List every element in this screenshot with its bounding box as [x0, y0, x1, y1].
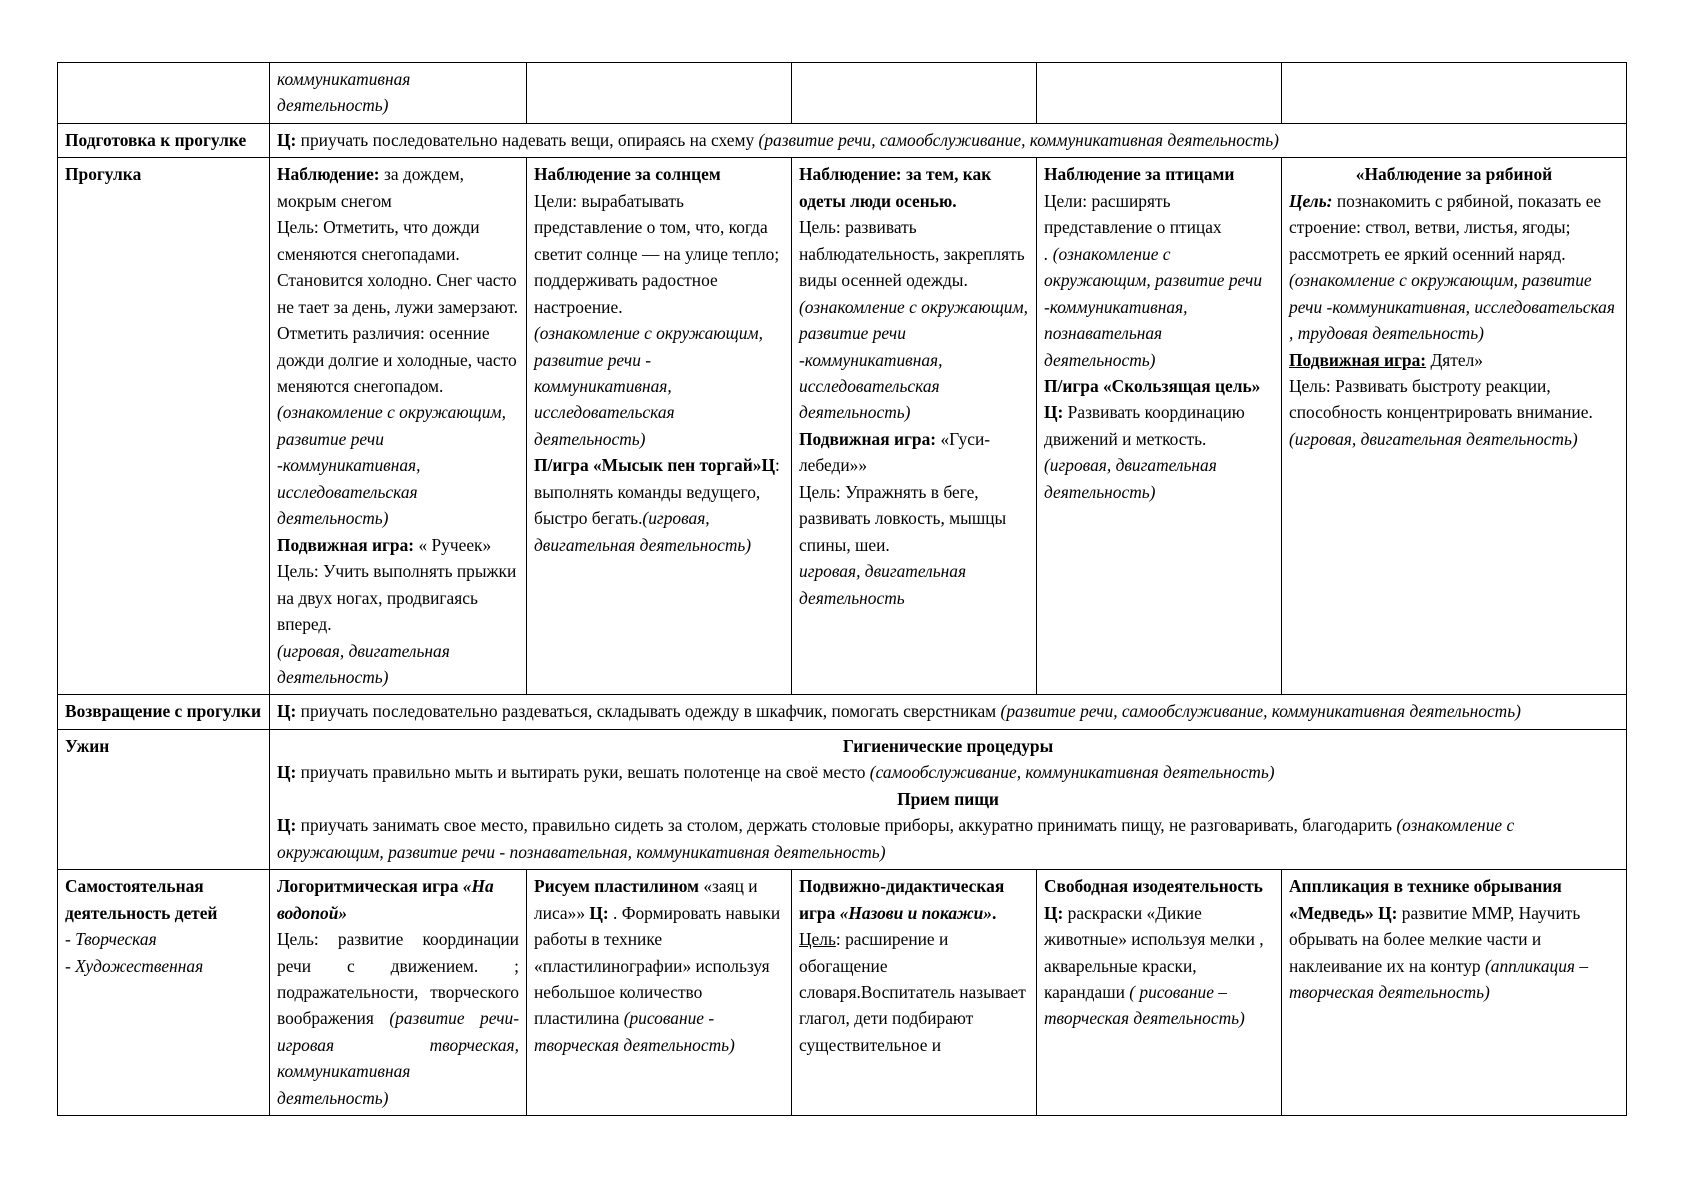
cell-continuation-1	[270, 63, 527, 124]
text-run: приучать занимать свое место, правильно сидеть за столом, держать столовые приборы, аккуратно принимать пищу, не разговаривать, благодарить	[296, 815, 1397, 836]
cell-samost-3	[792, 870, 1037, 1116]
text-run-bold: Подвижная игра:	[799, 428, 937, 449]
text-line: (игровая, двигательная деятельность)	[1044, 455, 1217, 502]
table-row-vozvrashchenie	[58, 695, 1627, 729]
text-line	[1044, 399, 1274, 452]
text-run-italic: (ознакомление с окружающим, развитие речи - познавательная, коммуникативная деятельность)	[277, 815, 1515, 862]
text-line: Свободная изодеятельность	[1044, 876, 1263, 897]
text-line	[277, 127, 1619, 153]
text-line: Цель: Развивать быстроту реакции, способность концентрировать внимание.	[1289, 375, 1593, 423]
text-run: . Формировать навыки работы в технике «пластилинографии» используя небольшое количество пластилина	[534, 902, 781, 1029]
text-line: «Наблюдение за рябиной	[1355, 164, 1553, 185]
table-row-samostoyatelnaya	[58, 870, 1627, 1116]
cell-progulka-5	[1282, 158, 1627, 695]
text-run: «заяц и лиса»»	[534, 876, 758, 923]
cell-continuation-4	[1037, 63, 1282, 124]
text-run: приучать последовательно надевать вещи, опираясь на схему	[296, 129, 759, 150]
text-line: (игровая, двигательная деятельность)	[277, 640, 450, 687]
text-run-bold-italic: «Назови и покажи»	[839, 902, 992, 923]
cell-podgotovka-merged	[270, 123, 1627, 157]
text-line: игровая, двигательная деятельность	[799, 561, 967, 608]
text-line	[534, 452, 784, 558]
text-run-bold: Аппликация в технике обрывания «Медведь» Ц:	[1289, 876, 1562, 923]
cell-continuation-5	[1282, 63, 1627, 124]
text-run: познакомить с рябиной, показать ее строение: ствол, ветви, листья, ягоды; рассмотреть ее яркий осенний наряд.	[1289, 190, 1602, 264]
text-run: Развивать координацию движений и меткость.	[1044, 402, 1245, 449]
text-run-italic: (развитие речи- игровая творческая, коммуникативная деятельность)	[277, 1008, 519, 1108]
text-line	[1289, 347, 1619, 373]
cell-progulka-4	[1037, 158, 1282, 695]
subheading-meal: Прием пищи	[897, 788, 999, 809]
text-line	[1044, 900, 1274, 1032]
row-header-podgotovka: Подготовка к прогулке	[58, 123, 270, 157]
text-line: (игровая, двигательная деятельность)	[1289, 428, 1578, 449]
row-header-sub-creative: - Творческая	[65, 929, 157, 950]
text-line: Цель: Учить выполнять прыжки на двух ногах, продвигаясь вперед.	[277, 561, 517, 635]
text-run-bold: Подвижная игра:	[277, 534, 415, 555]
text-line: коммуникативная	[277, 69, 411, 89]
text-line: Наблюдение за птицами	[1044, 164, 1235, 185]
cell-samost-1	[270, 870, 527, 1116]
text-run-italic: (самообслуживание, коммуникативная деятельность)	[869, 762, 1275, 783]
text-line: Цель: развивать наблюдательность, закреплять виды осенней одежды.	[799, 217, 1025, 291]
text-line	[277, 926, 519, 1111]
text-line	[277, 812, 1619, 865]
text-line: Цели: вырабатывать представление о том, что, когда светит солнце — на улице тепло; поддерживать радостное настроение.	[534, 190, 780, 317]
text-run-bold-italic: Цель:	[1289, 190, 1333, 211]
label-tsel: Ц:	[277, 129, 297, 150]
text-line	[277, 532, 519, 558]
text-run: раскраски «Дикие животные» используя мелки , акварельные краски, карандаши	[1044, 902, 1264, 1002]
cell-progulka-3	[792, 158, 1037, 695]
text-run: Дятел»	[1426, 349, 1483, 370]
label-tsel-underline: Цель	[799, 929, 836, 950]
text-line	[799, 926, 1029, 1058]
text-run-bold: Рисуем пластилином	[534, 876, 699, 897]
text-run-italic: (аппликация – творческая деятельность)	[1289, 955, 1589, 1002]
text-run-italic: (развитие речи, самообслуживание, коммуникативная деятельность)	[758, 129, 1279, 150]
table-row-continuation	[58, 63, 1627, 124]
table-row-uzhin	[58, 729, 1627, 869]
cell-samost-4	[1037, 870, 1282, 1116]
text-run: приучать последовательно раздеваться, складывать одежду в шкафчик, помогать сверстникам	[296, 701, 1001, 722]
text-run: приучать правильно мыть и вытирать руки, вешать полотенце на своё место	[296, 762, 870, 783]
row-header-progulka: Прогулка	[58, 158, 270, 695]
text-line	[277, 873, 519, 926]
label-tsel: Ц:	[589, 902, 609, 923]
text-run-bold: Наблюдение:	[277, 164, 380, 185]
cell-progulka-1	[270, 158, 527, 695]
text-line: (ознакомление с окружающим, развитие речи - коммуникативная, исследовательская деятельность)	[534, 323, 763, 449]
text-line	[277, 759, 1619, 785]
text-run-bold-underline: Подвижная игра:	[1289, 349, 1427, 370]
subheading-hygiene: Гигиенические процедуры	[842, 735, 1054, 756]
text-line: Цель: Упражнять в беге, развивать ловкость, мышцы спины, шеи.	[799, 481, 1007, 555]
text-run-italic: (рисование - творческая деятельность)	[534, 1008, 735, 1055]
text-line	[799, 426, 1029, 479]
text-line: Цели: расширять представление о птицах	[1044, 190, 1222, 238]
row-header-sub-artistic: - Художественная	[65, 955, 204, 976]
label-tsel: Ц:	[277, 815, 297, 836]
cell-continuation-3	[792, 63, 1037, 124]
cell-samost-5	[1282, 870, 1627, 1116]
cell-uzhin-merged	[270, 729, 1627, 869]
text-line	[277, 698, 1619, 724]
label-tsel: Ц:	[277, 762, 297, 783]
daily-plan-table	[57, 62, 1627, 1116]
table-row-progulka	[58, 158, 1627, 695]
text-run-bold: Логоритмическая игра	[277, 876, 463, 897]
cell-progulka-2	[527, 158, 792, 695]
text-run-bold: П/игра «Мысык пен торгай»	[534, 455, 762, 476]
row-header-continuation	[58, 63, 270, 124]
cell-vozvrashchenie-merged	[270, 695, 1627, 729]
text-run: : выполнять команды ведущего, быстро бегать.	[534, 455, 780, 529]
text-run-bold: Подвижно-дидактическая игра	[799, 876, 1005, 923]
text-line	[1289, 873, 1619, 1005]
text-run-italic: ( рисование – творческая деятельность)	[1044, 981, 1245, 1029]
text-run-bold-italic: «На водопой»	[277, 876, 494, 923]
text-line: Цель: Отметить, что дожди сменяются снегопадами. Становится холодно. Снег часто не тает за день, лужи замерзают. Отметить различия: осенние дожди долгие и холодные, часто меняются снегопадом.	[277, 217, 519, 396]
text-run-italic: (игровая, двигательная деятельность)	[534, 508, 752, 555]
table-body	[58, 63, 1627, 1116]
text-run-italic: (развитие речи, самообслуживание, коммуникативная деятельность)	[1000, 701, 1521, 722]
text-run-bold: Ц:	[1044, 402, 1064, 423]
text-run: за дождем, мокрым снегом	[277, 164, 464, 211]
text-run: « Ручеек»	[414, 534, 492, 555]
text-run-bold: Ц	[761, 455, 775, 476]
label-tsel: Ц:	[1044, 902, 1064, 923]
text-line: Наблюдение за солнцем	[534, 164, 721, 185]
text-line	[277, 161, 519, 214]
table-row-podgotovka	[58, 123, 1627, 157]
text-line	[1289, 188, 1619, 267]
text-line: Наблюдение: за тем, как одеты люди осенью.	[799, 164, 992, 211]
text-run: «Гуси-лебеди»»	[799, 428, 991, 476]
text-line: (ознакомление с окружающим, развитие речи -коммуникативная, исследовательская , трудовая деятельность)	[1289, 270, 1615, 344]
text-line	[534, 873, 784, 1058]
text-line	[799, 873, 1029, 926]
text-run-bold: .	[992, 902, 997, 923]
row-header-title: Самостоятельная деятельность детей	[65, 876, 218, 923]
text-line: П/игра «Скользящая цель»	[1044, 375, 1261, 396]
cell-continuation-2	[527, 63, 792, 124]
text-line: (ознакомление с окружающим, развитие речи -коммуникативная, исследовательская деятельность)	[799, 296, 1028, 423]
text-run: Цель: развитие координации речи с движением. ; подражательности, творческого воображения	[277, 929, 519, 1029]
text-line: деятельность)	[277, 95, 389, 116]
text-line: (ознакомление с окружающим, развитие речи -коммуникативная, исследовательская деятельность)	[277, 402, 506, 529]
row-header-samostoyatelnaya	[58, 870, 270, 1116]
cell-samost-2	[527, 870, 792, 1116]
text-run: : расширение и обогащение словаря.Воспитатель называет глагол, дети подбирают существительное и	[799, 929, 1026, 1055]
text-run: развитие ММР, Научить обрывать на более мелкие части и наклеивание их на контур	[1289, 902, 1581, 976]
label-tsel: Ц:	[277, 701, 297, 722]
row-header-vozvrashchenie: Возвращение с прогулки	[58, 695, 270, 729]
text-line: . (ознакомление с окружающим, развитие речи -коммуникативная, познавательная деятельность)	[1044, 243, 1263, 370]
row-header-uzhin: Ужин	[58, 729, 270, 869]
